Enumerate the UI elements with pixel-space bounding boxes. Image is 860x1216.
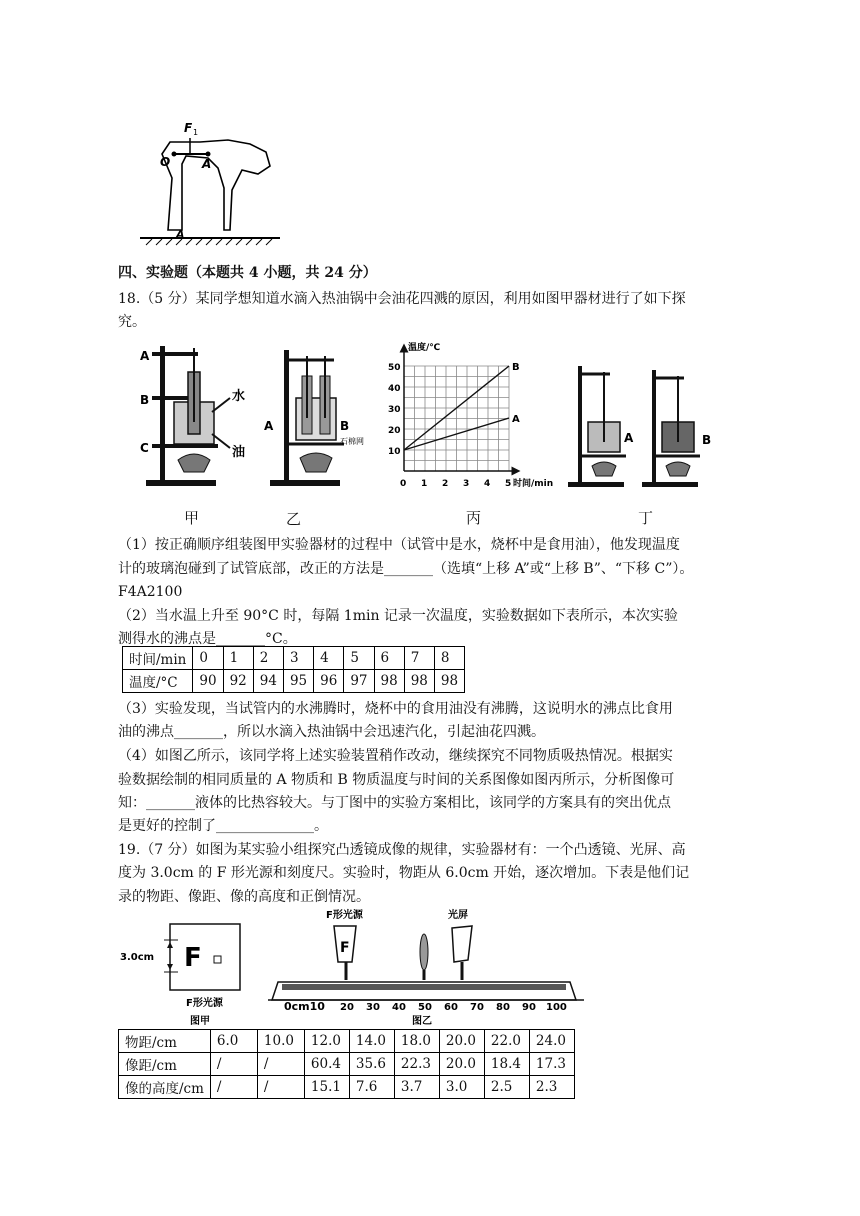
table-cell: 22.0: [484, 1030, 529, 1053]
q18-intro-1: 18.（5 分）某同学想知道水滴入热油锅中会油花四溅的原因，利用如图甲器材进行了如下探: [118, 291, 686, 307]
f1-subscript: 1: [193, 128, 199, 137]
bench-tick-30: 30: [366, 1002, 380, 1013]
table-row: [119, 1053, 575, 1076]
q18-p4-3: 知：_______液体的比热容较大。与丁图中的实验方案相比，该同学的方案具有的突出优点: [118, 795, 671, 811]
table-cell: 2.5: [484, 1076, 529, 1099]
q18-intro-2: 究。: [118, 314, 146, 330]
bench-tick-70: 70: [470, 1002, 484, 1013]
table-cell: 18.4: [484, 1053, 529, 1076]
bench-source-label: F形光源: [326, 910, 363, 921]
figure-bing: [376, 340, 566, 492]
table-cell: 96: [314, 670, 344, 693]
table-cell: 0: [193, 647, 223, 670]
bing-ytick-50: 50: [388, 363, 401, 373]
table-cell: 98: [434, 670, 464, 693]
bing-xtick-1: 1: [421, 479, 428, 489]
q19-intro-2: 度为 3.0cm 的 F 形光源和刻度尺。实验时，物距从 6.0cm 开始，逐次增加。下表是他们记: [118, 865, 690, 881]
q18-p1-2: 计的玻璃泡碰到了试管底部，改正的方法是_______（选填“上移 A”或“上移 B”、“下移 C”）。: [118, 561, 694, 577]
table-cell: 7: [404, 647, 434, 670]
f1-label: F: [184, 121, 193, 135]
q18-p4-2: 验数据绘制的相同质量的 A 物质和 B 物质温度与时间的关系图像如图丙所示，分析图像可: [118, 772, 675, 788]
table-cell: 1: [223, 647, 253, 670]
lever-figure: [140, 118, 290, 246]
bing-ytick-10: 10: [388, 447, 401, 457]
bing-caption: 丙: [466, 509, 482, 527]
a-label-top: A: [202, 157, 212, 171]
yi-caption: 乙: [286, 510, 302, 528]
q18-p4-1: （4）如图乙所示，该同学将上述实验装置稍作改动，继续探究不同物质吸热情况。根据实: [118, 748, 673, 764]
table-cell: 6: [374, 647, 404, 670]
yi-label-a: A: [264, 419, 274, 433]
table-cell: 2: [253, 647, 283, 670]
table-cell: /: [210, 1053, 257, 1076]
ding-label-b: B: [702, 433, 712, 447]
jia-label-c: C: [140, 441, 149, 455]
table-cell: 12.0: [304, 1030, 349, 1053]
q19-data-table: [118, 1029, 575, 1099]
table-row: [123, 670, 465, 693]
bing-line-b-label: B: [512, 362, 520, 373]
table-cell: 8: [434, 647, 464, 670]
bing-xlabel: 时间/min: [513, 479, 554, 489]
q18-p2-2: 测得水的沸点是_______°C。: [118, 631, 297, 647]
table-cell: 17.3: [529, 1053, 574, 1076]
bench-screen-label: 光屏: [448, 910, 468, 921]
o-label: O: [160, 155, 171, 169]
jia-label-a: A: [140, 349, 150, 363]
table-cell: /: [210, 1076, 257, 1099]
f-source-letter: F: [184, 943, 202, 973]
bing-xtick-0: 0: [400, 479, 407, 489]
bing-xtick-3: 3: [463, 479, 470, 489]
table-cell: 94: [253, 670, 283, 693]
table-cell: 4: [314, 647, 344, 670]
table-cell: 35.6: [349, 1053, 394, 1076]
table-cell: /: [257, 1053, 304, 1076]
q18-p2-1: （2）当水温上升至 90°C 时，每隔 1min 记录一次温度，实验数据如下表所示，本次实验: [118, 608, 678, 624]
table-cell: 7.6: [349, 1076, 394, 1099]
yi-label-b: B: [340, 419, 350, 433]
ding-label-a: A: [624, 431, 634, 445]
bench-source-letter: F: [340, 940, 350, 956]
table-cell: 22.3: [394, 1053, 439, 1076]
f-source-caption: 图甲: [190, 1016, 210, 1027]
bench-tick-50: 50: [418, 1002, 432, 1013]
f-source-label: F形光源: [186, 998, 223, 1009]
bing-ytick-20: 20: [388, 426, 401, 436]
table-cell: 像距/cm: [119, 1053, 211, 1076]
jia-caption: 甲: [184, 509, 200, 527]
table-cell: 2.3: [529, 1076, 574, 1099]
table-cell: 98: [374, 670, 404, 693]
table-cell: 15.1: [304, 1076, 349, 1099]
table-cell: 95: [283, 670, 313, 693]
table-row: [119, 1076, 575, 1099]
jia-label-oil: 油: [232, 445, 246, 460]
table-cell: 物距/cm: [119, 1030, 211, 1053]
table-row: [123, 647, 465, 670]
table-cell: 10.0: [257, 1030, 304, 1053]
q18-p3-2: 油的沸点_______，所以水滴入热油锅中会迅速汽化，引起油花四溅。: [118, 724, 545, 740]
table-cell: 3.0: [439, 1076, 484, 1099]
table-cell: 5: [344, 647, 374, 670]
table-cell: 18.0: [394, 1030, 439, 1053]
jia-label-b: B: [140, 393, 150, 407]
table-cell: 3.7: [394, 1076, 439, 1099]
table-cell: 60.4: [304, 1053, 349, 1076]
table-cell: 温度/°C: [123, 670, 193, 693]
table-cell: 时间/min: [123, 647, 193, 670]
table-row: [119, 1030, 575, 1053]
q19-intro-1: 19.（7 分）如图为某实验小组探究凸透镜成像的规律，实验器材有：一个凸透镜、光屏、高: [118, 842, 686, 858]
bing-ytick-30: 30: [388, 405, 401, 415]
bench-tick-100: 100: [546, 1002, 567, 1013]
bench-tick-90: 90: [522, 1002, 536, 1013]
table-cell: 3: [283, 647, 313, 670]
q18-p3-1: （3）实验发现，当试管内的水沸腾时，烧杯中的食用油没有沸腾，这说明水的沸点比食用: [118, 701, 673, 717]
table-cell: 98: [404, 670, 434, 693]
q19-intro-3: 录的物距、像距、像的高度和正倒情况。: [118, 889, 370, 905]
q18-data-table: [122, 646, 465, 693]
table-cell: 90: [193, 670, 223, 693]
f-source-height: 3.0cm: [120, 952, 155, 963]
table-cell: /: [257, 1076, 304, 1099]
bench-ruler-start: 0cm10: [284, 1000, 325, 1013]
table-cell: 20.0: [439, 1053, 484, 1076]
table-cell: 14.0: [349, 1030, 394, 1053]
table-cell: 92: [223, 670, 253, 693]
bing-xtick-2: 2: [442, 479, 449, 489]
table-cell: 24.0: [529, 1030, 574, 1053]
table-cell: 20.0: [439, 1030, 484, 1053]
bench-tick-20: 20: [340, 1002, 354, 1013]
figure-yi: [262, 348, 372, 492]
bench-caption: 图乙: [412, 1016, 432, 1027]
q18-p4-4: 是更好的控制了______________。: [118, 818, 328, 834]
table-cell: 6.0: [210, 1030, 257, 1053]
table-cell: 97: [344, 670, 374, 693]
bing-ytick-40: 40: [388, 384, 401, 394]
bing-ylabel: 温度/℃: [408, 343, 441, 353]
section-title: 四、实验题（本题共 4 小题，共 24 分）: [118, 265, 377, 281]
figure-jia: [138, 342, 248, 492]
bing-xtick-4: 4: [484, 479, 491, 489]
bing-xtick-5: 5: [505, 479, 512, 489]
bench-tick-60: 60: [444, 1002, 458, 1013]
ding-caption: 丁: [638, 509, 654, 527]
table-cell: 像的高度/cm: [119, 1076, 211, 1099]
figure-bench: [264, 904, 604, 1028]
yi-label-mesh: 石棉网: [340, 437, 364, 446]
figure-f-source: [120, 916, 250, 1028]
jia-label-water: 水: [232, 389, 246, 404]
q18-p1-1: （1）按正确顺序组装图甲实验器材的过程中（试管中是水，烧杯中是食用油），他发现温度: [118, 537, 680, 553]
bing-line-a-label: A: [512, 414, 520, 425]
figure-ding: [566, 362, 716, 492]
a-label-bottom: A: [176, 228, 185, 241]
bench-tick-80: 80: [496, 1002, 510, 1013]
bench-tick-40: 40: [392, 1002, 406, 1013]
q18-p1-3: F4A2100: [118, 584, 183, 600]
